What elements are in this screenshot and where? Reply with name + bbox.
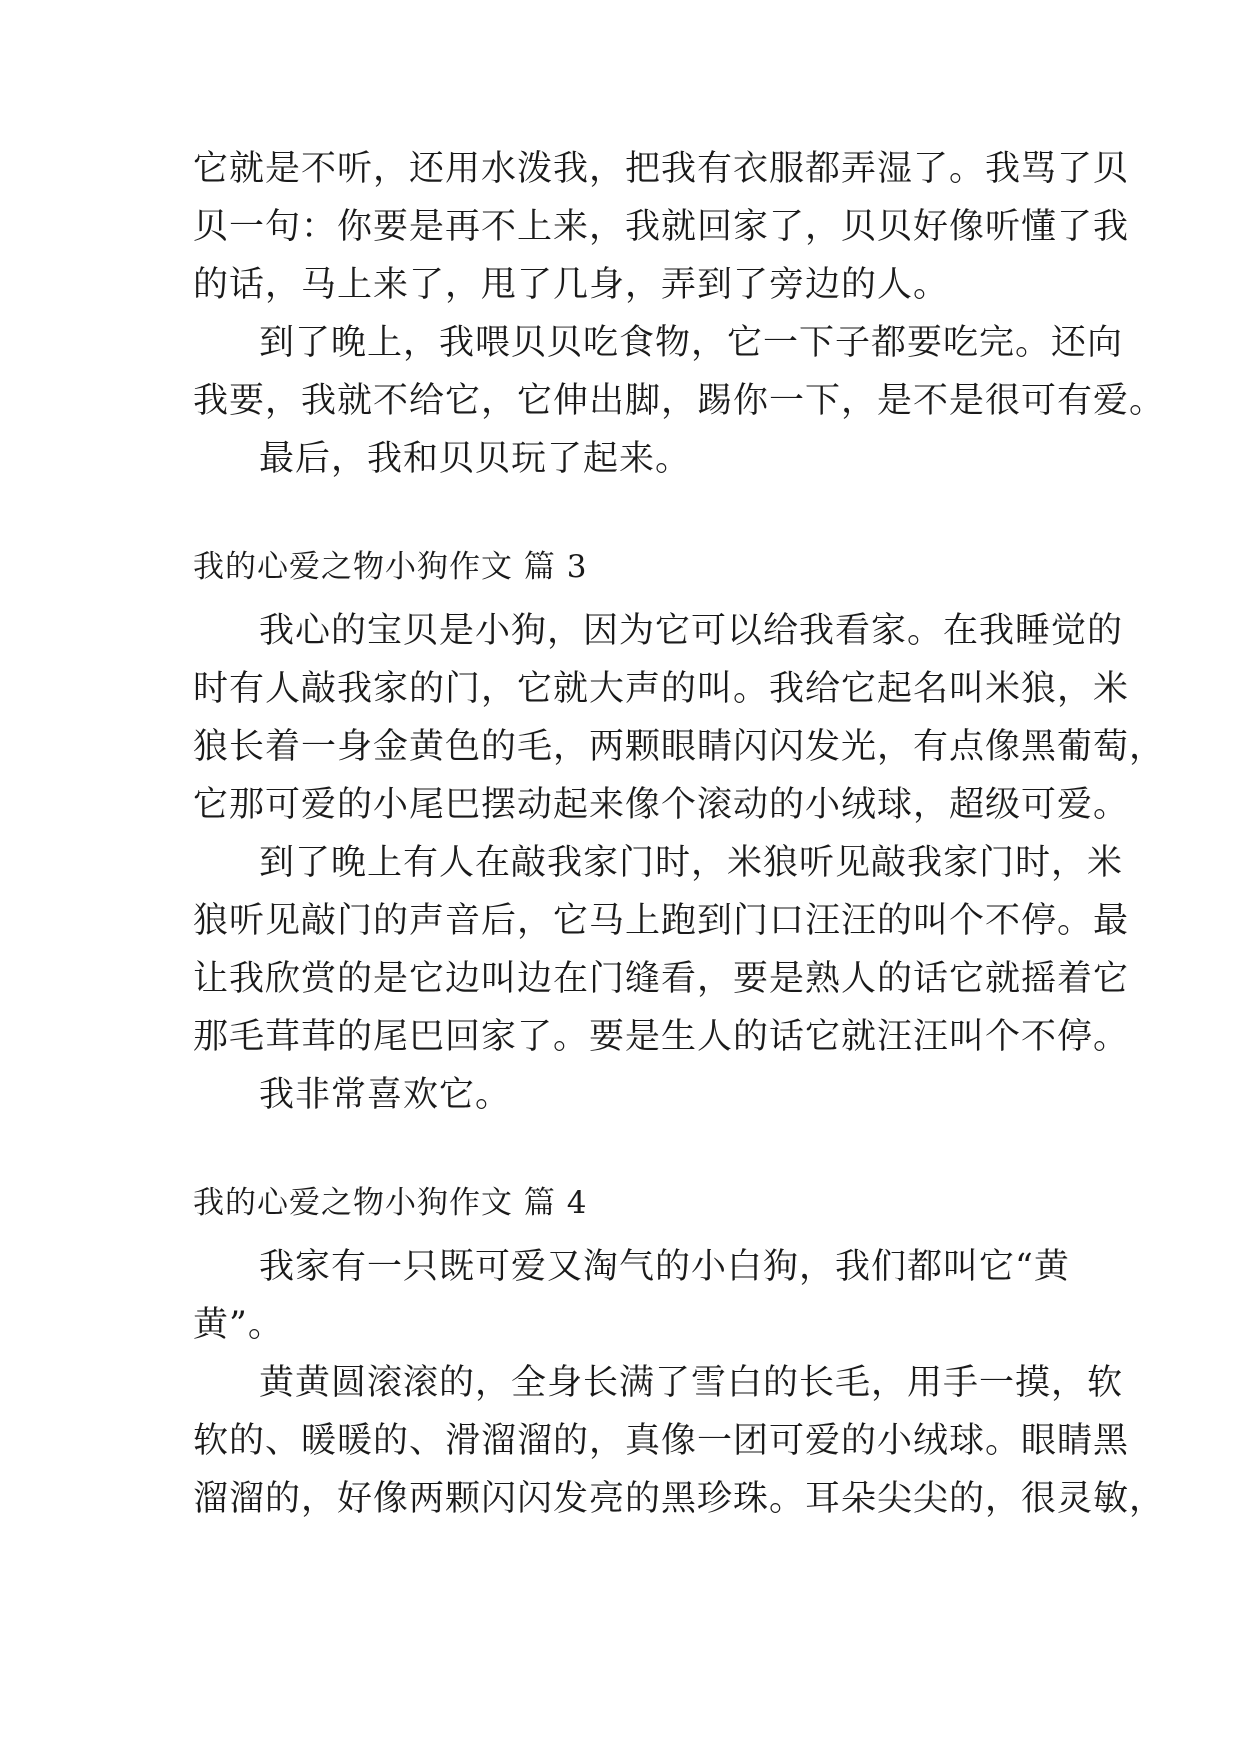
section-heading: 我的心爱之物小狗作文 篇 3 bbox=[193, 549, 588, 585]
paragraph-line: 让我欣赏的是它边叫边在门缝看，要是熟人的话它就摇着它 bbox=[193, 959, 1130, 999]
paragraph-line: 我非常喜欢它。 bbox=[259, 1075, 512, 1115]
paragraph-line: 它那可爱的小尾巴摆动起来像个滚动的小绒球，超级可爱。 bbox=[193, 785, 1130, 825]
paragraph-line: 那毛茸茸的尾巴回家了。要是生人的话它就汪汪叫个不停。 bbox=[193, 1017, 1130, 1057]
paragraph-line: 溜溜的，好像两颗闪闪发亮的黑珍珠。耳朵尖尖的，很灵敏， bbox=[193, 1479, 1166, 1519]
paragraph-line: 到了晚上，我喂贝贝吃食物，它一下子都要吃完。还向 bbox=[259, 323, 1124, 363]
paragraph-line: 最后，我和贝贝玩了起来。 bbox=[259, 439, 692, 479]
section-gap bbox=[193, 488, 1053, 538]
paragraph-line: 我要，我就不给它，它伸出脚，踢你一下，是不是很可有爱。 bbox=[193, 381, 1166, 421]
paragraph-line: 我心的宝贝是小狗，因为它可以给我看家。在我睡觉的 bbox=[259, 611, 1124, 651]
paragraph-line: 我家有一只既可爱又淘气的小白狗，我们都叫它“黄 bbox=[259, 1247, 1070, 1287]
paragraph-line: 黄”。 bbox=[193, 1305, 284, 1345]
paragraph-line: 到了晚上有人在敲我家门时，米狼听见敲我家门时，米 bbox=[259, 843, 1124, 883]
document-page bbox=[193, 140, 1166, 1528]
section-1 bbox=[193, 140, 1166, 488]
section-3 bbox=[193, 1174, 1166, 1528]
section-heading: 我的心爱之物小狗作文 篇 4 bbox=[193, 1185, 588, 1221]
paragraph-line: 黄黄圆滚滚的，全身长满了雪白的长毛，用手一摸，软 bbox=[259, 1363, 1124, 1403]
paragraph-line: 时有人敲我家的门，它就大声的叫。我给它起名叫米狼，米 bbox=[193, 669, 1130, 709]
section-gap bbox=[193, 1124, 1053, 1174]
paragraph-line: 它就是不听，还用水泼我，把我有衣服都弄湿了。我骂了贝 bbox=[193, 149, 1130, 189]
paragraph-line: 狼听见敲门的声音后，它马上跑到门口汪汪的叫个不停。最 bbox=[193, 901, 1130, 941]
paragraph-line: 软的、暖暖的、滑溜溜的，真像一团可爱的小绒球。眼睛黑 bbox=[193, 1421, 1130, 1461]
paragraph-line: 贝一句：你要是再不上来，我就回家了，贝贝好像听懂了我 bbox=[193, 207, 1130, 247]
paragraph-line: 的话，马上来了，甩了几身，弄到了旁边的人。 bbox=[193, 265, 950, 305]
paragraph-line: 狼长着一身金黄色的毛，两颗眼睛闪闪发光，有点像黑葡萄， bbox=[193, 727, 1166, 767]
section-2 bbox=[193, 538, 1166, 1124]
